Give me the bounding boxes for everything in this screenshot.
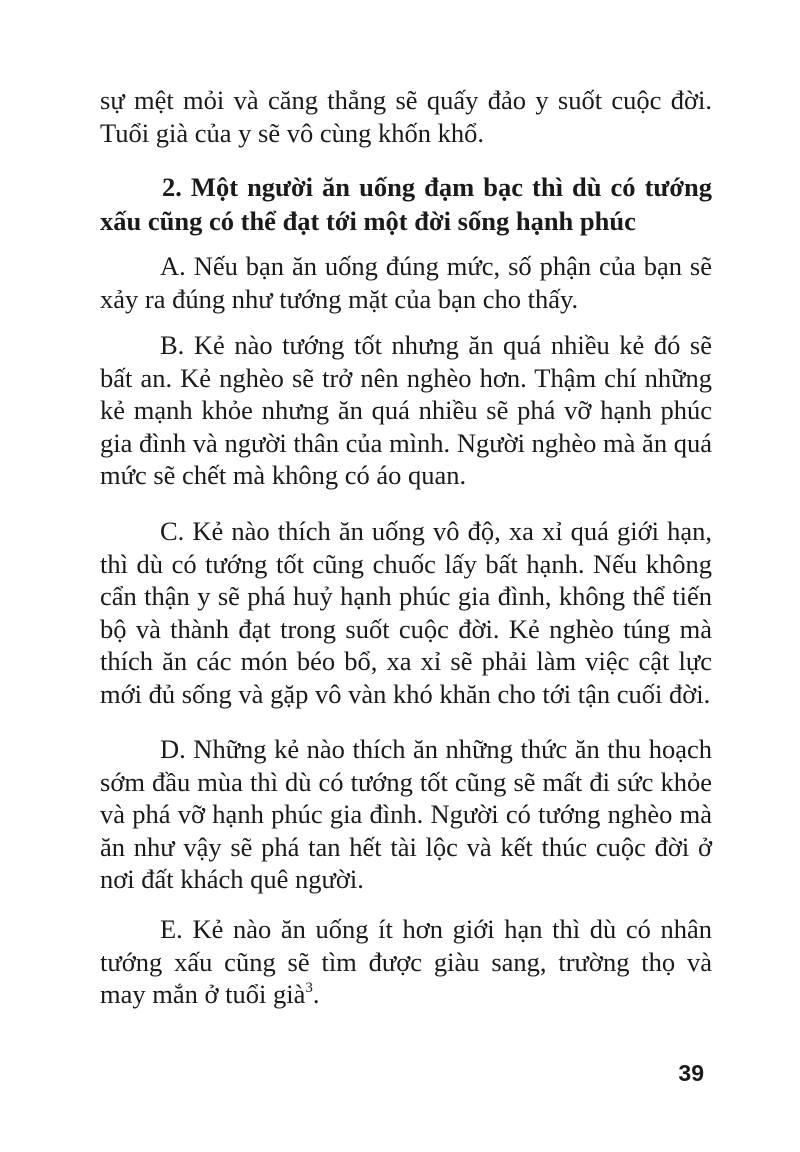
paragraph-b: B. Kẻ nào tướng tốt nhưng ăn quá nhiều kẻ đó sẽ bất an. Kẻ nghèo sẽ trở nên nghèo hơn. Thậm chí những kẻ mạnh khỏe nhưng ăn quá nhiều sẽ phá vỡ hạnh phúc gia đình và người thân của mình. Người nghèo mà ăn quá mức sẽ chết mà không có áo quan. — [100, 330, 712, 490]
paragraph-c: C. Kẻ nào thích ăn uống vô độ, xa xỉ quá giới hạn, thì dù có tướng tốt cũng chuốc lấy bất hạnh. Nếu không cẩn thận y sẽ phá huỷ hạnh phúc gia đình, không thể tiến bộ và thành đạt trong suốt cuộc đời. Kẻ nghèo túng mà thích ăn các món béo bổ, xa xỉ sẽ phải làm việc cật lực mới đủ sống và gặp vô vàn khó khăn cho tới tận cuối đời. — [100, 516, 712, 709]
footnote-marker: 3 — [305, 980, 313, 996]
paragraph-e-text: E. Kẻ nào ăn uống ít hơn giới hạn thì dù có nhân tướng xấu cũng sẽ tìm được giàu sang, trường thọ và may mắn ở tuổi già — [100, 914, 712, 1009]
page-number: 39 — [678, 1060, 704, 1086]
paragraph-e: E. Kẻ nào ăn uống ít hơn giới hạn thì dù có nhân tướng xấu cũng sẽ tìm được giàu sang, trường thọ và may mắn ở tuổi già$^3$. — [100, 914, 712, 1009]
intro-paragraph: sự mệt mỏi và căng thẳng sẽ quấy đảo y suốt cuộc đời. Tuổi già của y sẽ vô cùng khốn khổ. — [100, 85, 712, 148]
section-heading: 2. Một người ăn uống đạm bạc thì dù có tướng xấu cũng có thể đạt tới một đời sống hạnh phúc — [100, 172, 712, 236]
paragraph-a: A. Nếu bạn ăn uống đúng mức, số phận của bạn sẽ xảy ra đúng như tướng mặt của bạn cho thấy. — [100, 251, 712, 314]
paragraph-d: D. Những kẻ nào thích ăn những thức ăn thu hoạch sớm đầu mùa thì dù có tướng tốt cũng sẽ mất đi sức khỏe và phá vỡ hạnh phúc gia đình. Người có tướng nghèo mà ăn như vậy sẽ phá tan hết tài lộc và kết thúc cuộc đời ở nơi đất khách quê người. — [100, 734, 712, 894]
